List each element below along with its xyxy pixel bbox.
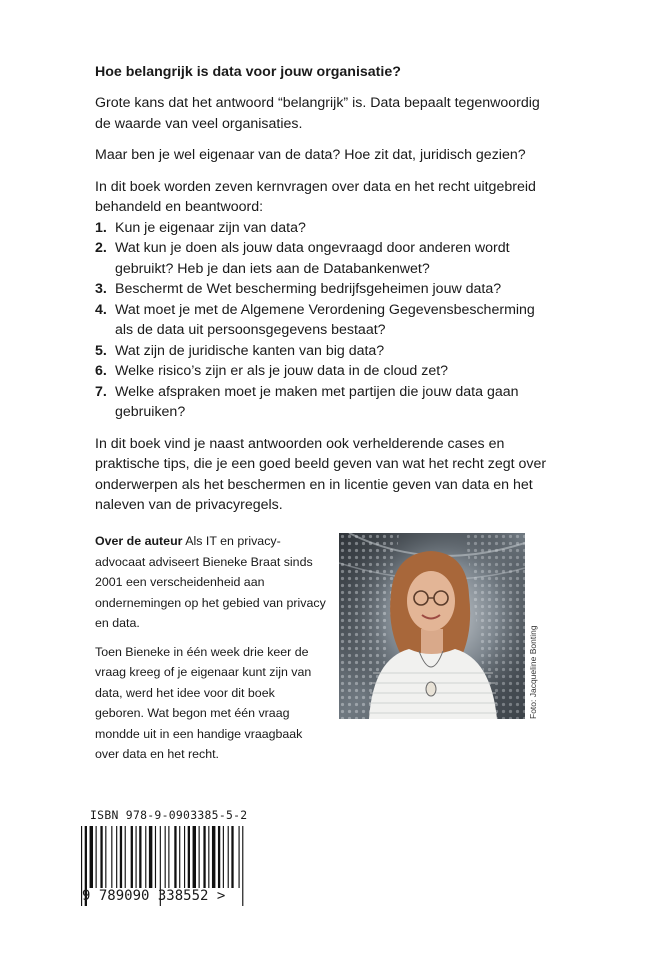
author-photo-illustration [339, 533, 525, 719]
list-text: Kun je eigenaar zijn van data? [115, 219, 306, 236]
paragraph-closing: In dit boek vind je naast antwoorden ook verhelderende cases en praktische tips, die je een goed beeld geven van wat het recht zegt over onderwerpen als het beschermen en in licentie geven van data en het naleven van de privacyregels. [95, 435, 547, 513]
list-text: Wat moet je met de Algemene Verordening Gegevensbescherming als de data uit persoonsgegevens bestaat? [115, 301, 535, 338]
barcode-bar [188, 826, 190, 888]
list-item [95, 341, 555, 362]
list-item [95, 238, 555, 279]
author-photo [339, 533, 525, 719]
back-cover-text [95, 62, 555, 527]
list-number: 2. [95, 240, 107, 256]
barcode-bar [184, 826, 185, 888]
barcode-bar [193, 826, 196, 888]
author-bio-text: Als IT en privacy-advocaat adviseert Bieneke Braat sinds 2001 een verscheidenheid aan ondernemingen op het gebied van privacy en data. [95, 534, 326, 630]
barcode-bar [120, 826, 122, 888]
barcode-bar [136, 826, 137, 888]
list-text: Welke risico’s zijn er als je jouw data in de cloud zet? [115, 363, 449, 379]
list-item [95, 300, 555, 341]
author-bio-1 [95, 531, 327, 634]
barcode-bar [218, 826, 220, 888]
barcode-bar [96, 826, 97, 888]
list-item [95, 218, 555, 239]
barcode-bar [179, 826, 180, 888]
barcode-bar [116, 826, 117, 888]
list-number: 1. [95, 219, 107, 236]
barcode-bar [165, 826, 166, 888]
paragraph-ownership: Maar ben je wel eigenaar van de data? Hoe zit dat, juridisch gezien? [95, 147, 526, 163]
barcode-bar [125, 826, 126, 888]
page-title: Hoe belangrijk is data voor jouw organisatie? [95, 64, 401, 80]
list-number: 3. [95, 281, 107, 297]
list-number: 5. [95, 342, 107, 359]
barcode-bar [100, 826, 102, 888]
author-label: Over de auteur [95, 534, 183, 548]
barcode-bar [212, 826, 215, 888]
paragraph-importance: Grote kans dat het antwoord “belangrijk” is. Data bepaalt tegenwoordig de waarde van veel organisaties. [95, 95, 540, 132]
barcode-bar [203, 826, 205, 888]
barcode-bar [139, 826, 141, 888]
barcode-bar [105, 826, 106, 888]
list-item [95, 361, 555, 382]
barcode-bar [174, 826, 176, 888]
barcode-bar [149, 826, 152, 888]
list-item [95, 279, 555, 300]
question-list [95, 218, 555, 423]
barcode-bar [208, 826, 209, 888]
barcode-bar [199, 826, 200, 888]
list-number: 7. [95, 383, 107, 400]
list-number: 6. [95, 363, 107, 379]
photo-credit: Foto: Jacqueline Bonting [528, 625, 538, 719]
list-text: Wat zijn de juridische kanten van big data? [115, 342, 385, 359]
barcode-bar [223, 826, 224, 888]
list-number: 4. [95, 301, 107, 318]
barcode-digits: 9 789090 338552 > [82, 888, 226, 904]
author-bio-2: Toen Bieneke in één week drie keer de vraag kreeg of je eigenaar kunt zijn van data, werd het idee voor dit boek geboren. Wat begon met één vraag mondde uit in een handige vraagbaak over data en het recht. [95, 644, 312, 761]
list-item [95, 382, 555, 423]
author-section [95, 531, 327, 773]
list-text: Wat kun je doen als jouw data ongevraagd door anderen wordt gebruikt? Heb je dan iets aan de Databankenwet? [115, 240, 510, 277]
list-text: Welke afspraken moet je maken met partijen die jouw data gaan gebruiken? [115, 383, 519, 420]
barcode-bar [155, 826, 156, 888]
barcode-bar [231, 826, 233, 888]
barcode-bar [145, 826, 146, 888]
barcode-bar [239, 826, 240, 888]
barcode-bar [228, 826, 229, 888]
isbn-label: ISBN 978-9-0903385-5-2 [90, 808, 248, 822]
paragraph-intro: In dit boek worden zeven kernvragen over data en het recht uitgebreid behandeld en beantwoord: [95, 178, 536, 215]
barcode-bar [242, 826, 243, 906]
barcode-bar [111, 826, 112, 888]
barcode-bar [168, 826, 169, 888]
barcode-bar [90, 826, 93, 888]
barcode-bar [131, 826, 133, 888]
list-text: Beschermt de Wet bescherming bedrijfsgeheimen jouw data? [115, 281, 502, 297]
